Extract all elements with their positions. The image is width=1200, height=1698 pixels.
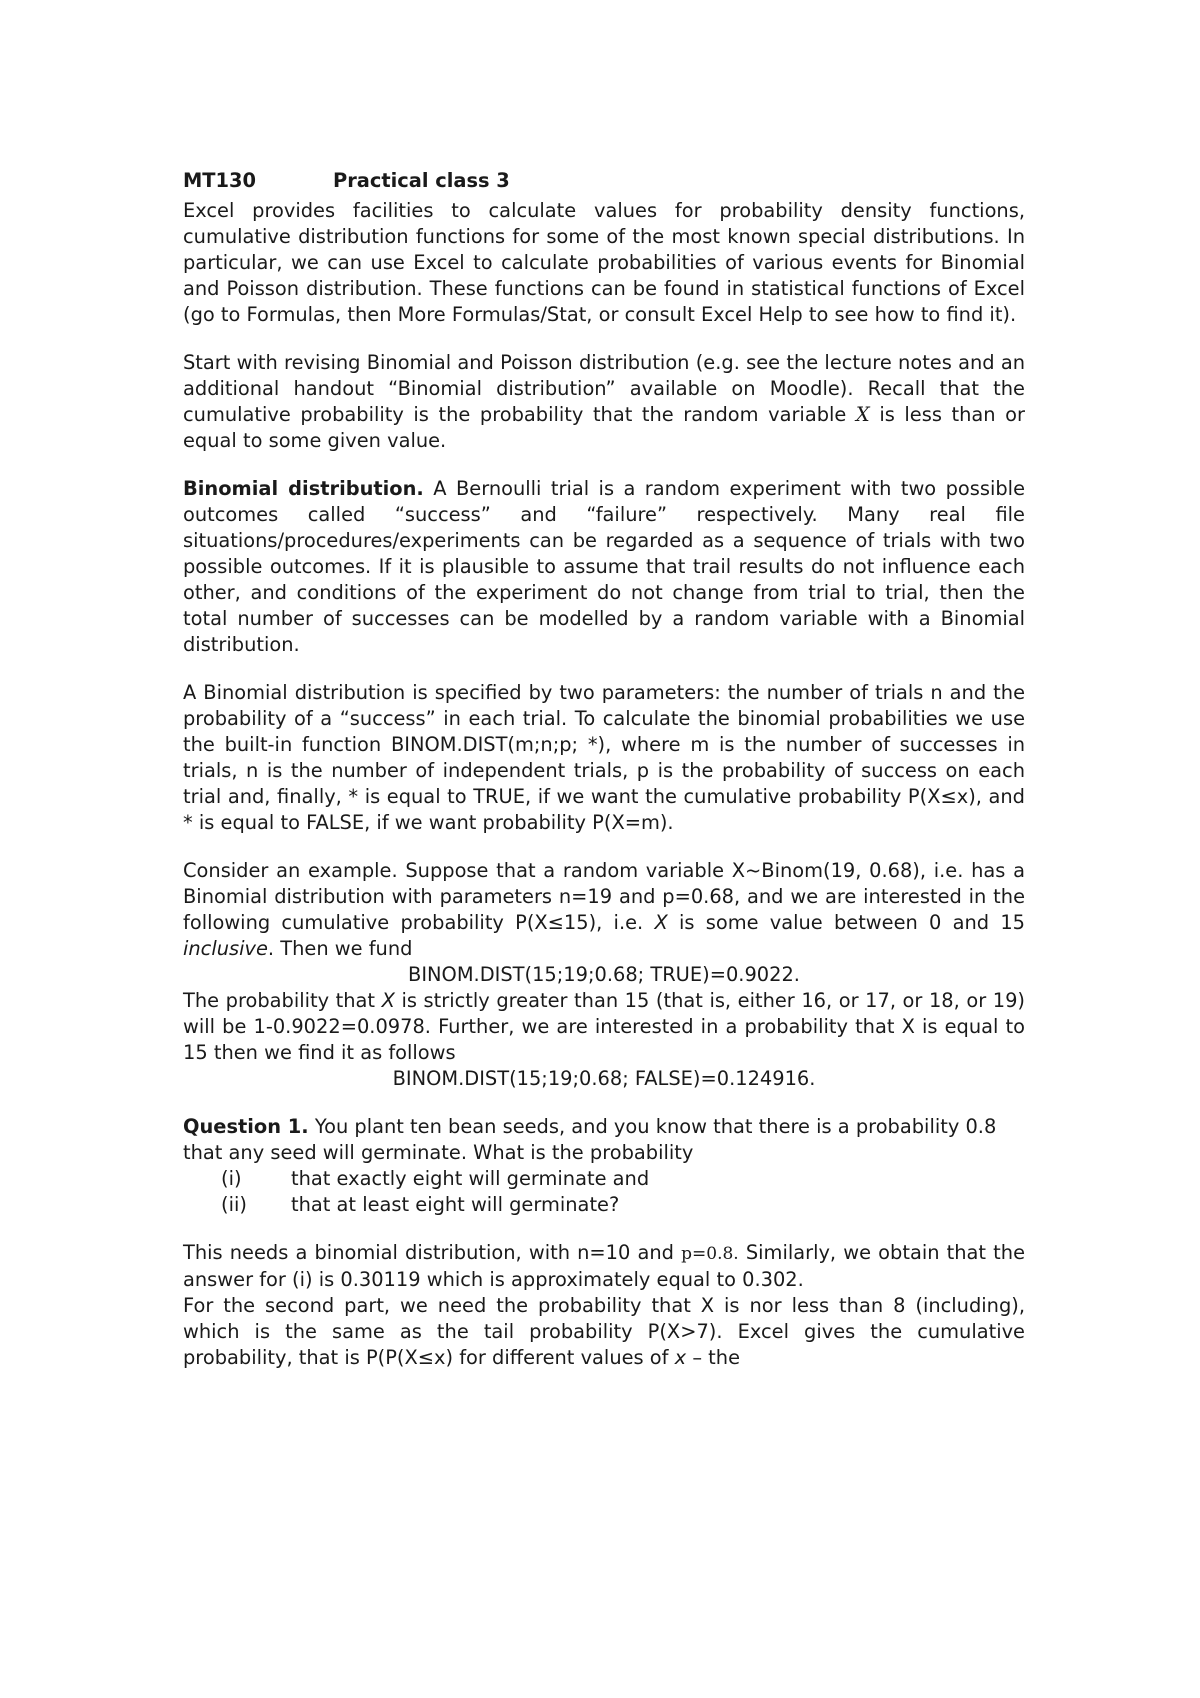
class-title: Practical class 3 bbox=[333, 169, 510, 192]
list-item: (ii) that at least eight will germinate? bbox=[221, 1193, 620, 1216]
parameters-paragraph: A Binomial distribution is specified by two parameters: the number of trials n and the probability of a “success” in each trial. To calculate the binomial probabilities we use the built-in function BINOM.DIST(m;n;p; *), where m is the number of successes in trials, n is the number of independent trials, p is the probability of success on each trial and, finally, * is equal to TRUE, if we want the cumulative probability P(X≤x), and * is equal to FALSE, if we want probability P(X=m). bbox=[183, 681, 1025, 834]
course-code: MT130 bbox=[183, 169, 256, 192]
document-page bbox=[183, 168, 1025, 1371]
formula-exact: BINOM.DIST(15;19;0.68; FALSE)=0.124916. bbox=[392, 1067, 816, 1090]
answer-paragraph-2: For the second part, we need the probability that X is nor less than 8 (including), which is the same as the tail probability P(X>7). Excel gives the cumulative probability, that is P(P(X≤x) for different values of x – the bbox=[183, 1294, 1025, 1369]
formula-cumulative: BINOM.DIST(15;19;0.68; TRUE)=0.9022. bbox=[408, 963, 800, 986]
revise-paragraph: Start with revising Binomial and Poisson distribution (e.g. see the lecture notes and an additional handout “Binomial distribution” available on Moodle). Recall that the cumulative probability is the probability that the random variable X is less than or equal to some given value. bbox=[183, 351, 1025, 452]
example-paragraph: Consider an example. Suppose that a random variable X~Binom(19, 0.68), i.e. has a Binomial distribution with parameters n=19 and p=0.68, and we are interested in the following cumulative probability P(X≤15), i.e. X is some value between 0 and 15 inclusive. Then we fund bbox=[183, 859, 1026, 960]
question-items bbox=[183, 1166, 1025, 1218]
page-title bbox=[183, 168, 1025, 194]
intro-paragraph: Excel provides facilities to calculate values for probability density functions, cumulative distribution functions for some of the most known special distributions. In particular, we can use Excel to calculate probabilities of various events for Binomial and Poisson distribution. These functions can be found in statistical functions of Excel (go to Formulas, then More Formulas/Stat, or consult Excel Help to see how to find it). bbox=[183, 199, 1025, 326]
answer-paragraph: This needs a binomial distribution, with n=10 and p=0.8. Similarly, we obtain that the answer for (i) is 0.30119 which is approximately equal to 0.302. bbox=[183, 1241, 1026, 1291]
binomial-heading: Binomial distribution. bbox=[183, 477, 424, 500]
question-1: Question 1. You plant ten bean seeds, and you know that there is a probability 0.8 that any seed will germinate. What is the probability bbox=[183, 1115, 997, 1164]
binomial-paragraph: Binomial distribution. A Bernoulli trial is a random experiment with two possible outcomes called “success” and “failure” respectively. Many real file situations/procedures/experiments can be regarded as a sequence of trials with two possible outcomes. If it is plausible to assume that trail results do not influence each other, and conditions of the experiment do not change from trial to trial, then the total number of successes can be modelled by a random variable with a Binomial distribution. bbox=[183, 477, 1026, 656]
example-paragraph-2: The probability that X is strictly greater than 15 (that is, either 16, or 17, or 18, or 19) will be 1-0.9022=0.0978. Further, we are interested in a probability that X is equal to 15 then we find it as follows bbox=[183, 989, 1026, 1064]
variable-x: X bbox=[855, 403, 870, 426]
list-item: (i) that exactly eight will germinate and bbox=[221, 1167, 650, 1190]
question-label: Question 1. bbox=[183, 1115, 309, 1138]
